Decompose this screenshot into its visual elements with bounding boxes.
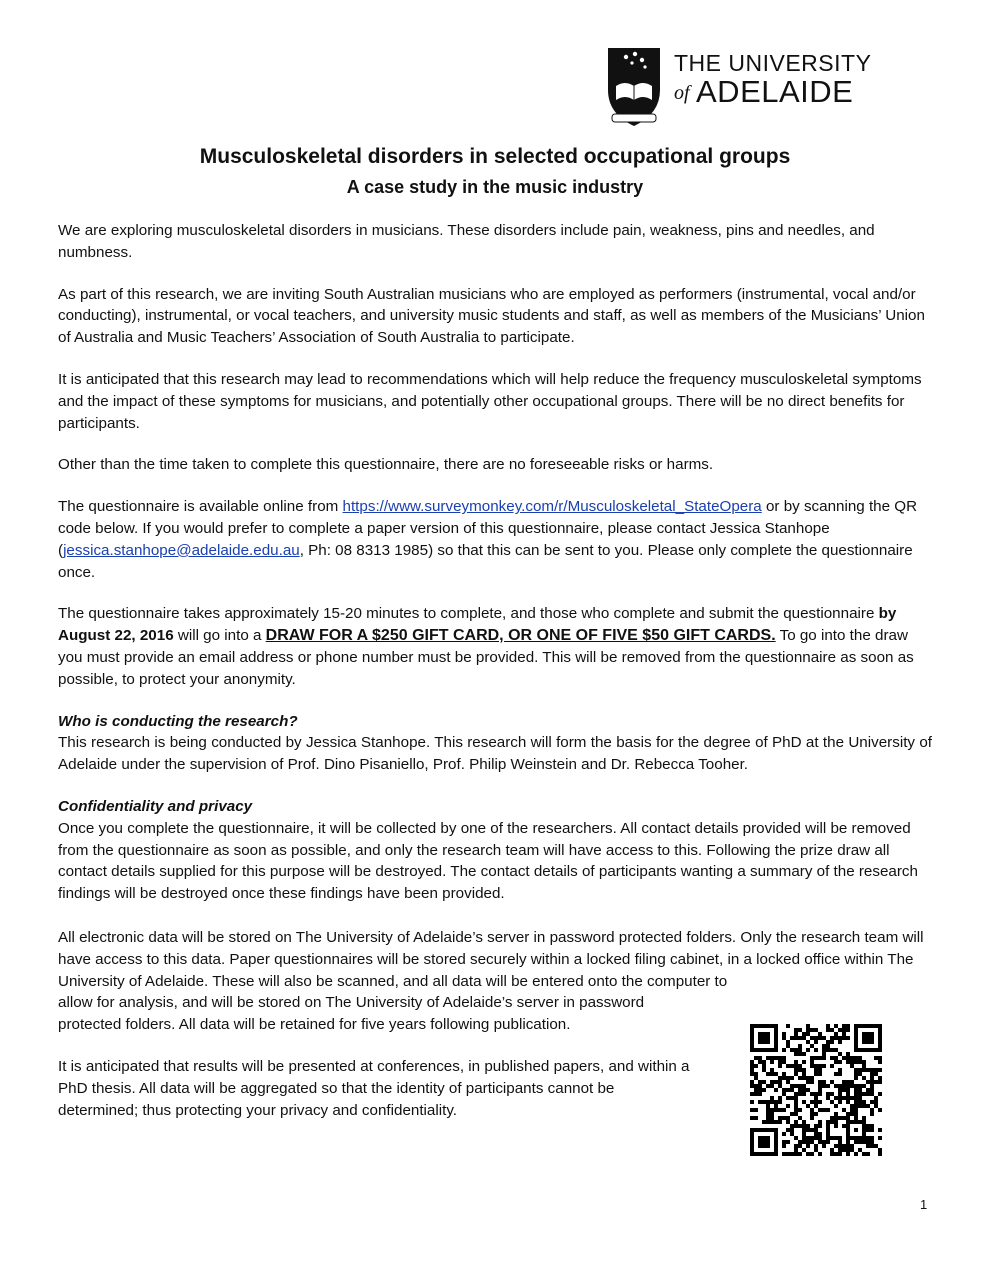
- data-storage-text-1: All electronic data will be stored on The University of Adelaide’s server in password protected folders. Only the research team will have access to this data. Paper questionnaires will be stored securely within a locked filing cabinet, in a locked office within The University of Adelaide. These will also be scanned, and all data will be entered onto the computer to: [58, 928, 924, 990]
- university-logo: [604, 46, 872, 132]
- qr-code[interactable]: [750, 1024, 882, 1156]
- logo-line-2: ADELAIDE: [696, 74, 854, 109]
- data-storage-paragraph: [58, 927, 932, 1036]
- document-body: [58, 220, 932, 1141]
- logo-line-1: THE UNIVERSITY: [674, 50, 872, 76]
- results-paragraph: It is anticipated that results will be presented at conferences, in published papers, and within a PhD thesis. All data will be aggregated so that the identity of participants cannot be determined; thus protecting your privacy and confidentiality.: [58, 1057, 690, 1119]
- who-heading: Who is conducting the research?: [58, 712, 298, 730]
- email-link[interactable]: jessica.stanhope@adelaide.edu.au: [63, 541, 300, 559]
- university-crest-icon: [604, 46, 664, 130]
- draw-text-2: will go into a: [173, 627, 266, 645]
- who-paragraph: This research is being conducted by Jessica Stanhope. This research will form the basis for the degree of PhD at the University of Adelaide under the supervision of Prof. Dino Pisaniello, Prof. Philip Weinstein and Dr. Rebecca Tooher.: [58, 734, 932, 774]
- document-title: Musculoskeletal disorders in selected occupational groups: [199, 145, 791, 168]
- draw-text-1: The questionnaire takes approximately 15-20 minutes to complete, and those who complete and submit the questionnaire: [58, 605, 879, 623]
- survey-link[interactable]: https://www.surveymonkey.com/r/Musculoskeletal_StateOpera: [342, 498, 762, 516]
- draw-paragraph: [58, 603, 932, 690]
- page-number: 1: [920, 1197, 928, 1212]
- benefits-paragraph: It is anticipated that this research may lead to recommendations which will help reduce the frequency musculoskeletal symptoms and the impact of these symptoms for musicians, and potentially other occupational groups. There will be no direct benefits for participants.: [58, 370, 922, 432]
- availability-text-1: The questionnaire is available online from: [58, 498, 343, 516]
- document-subtitle: A case study in the music industry: [346, 177, 644, 197]
- availability-text-2: or by scanning the QR code below. If you would prefer to complete a paper version of this questionnaire, please contact Jessica Stanhope (: [58, 498, 918, 559]
- risks-paragraph: Other than the time taken to complete this questionnaire, there are no foreseeable risks or harms.: [58, 456, 714, 474]
- availability-text-3: , Ph: 08 8313 1985) so that this can be sent to you. Please only complete the questionnaire once.: [58, 541, 913, 581]
- draw-text-3: To go into the draw you must provide an email address or phone number must be provided. This will be removed from the questionnaire as soon as possible, to protect your anonymity.: [58, 627, 914, 688]
- deadline-date: by August 22, 2016: [58, 605, 897, 645]
- confidentiality-paragraph: Once you complete the questionnaire, it will be collected by one of the researchers. All contact details provided will be removed from the questionnaire as soon as possible, and only the research team will have access to this. Following the prize draw all contact details supplied for this purpose will be destroyed. The contact details of participants wanting a summary of the research findings will be destroyed once these findings have been provided.: [58, 819, 918, 903]
- participants-paragraph: As part of this research, we are inviting South Australian musicians who are employed as performers (instrumental, vocal and/or conducting), instrumental, or vocal teachers, and university music students and staff, as well as members of the Musicians’ Union of Australia and Music Teachers’ Association of South Australia to participate.: [58, 285, 925, 347]
- confidentiality-heading: Confidentiality and privacy: [58, 797, 253, 815]
- data-storage-text-2: allow for analysis, and will be stored on The University of Adelaide’s server in password protected folders. All data will be retained for five years following publication.: [58, 994, 645, 1034]
- logo-of: of: [674, 82, 690, 104]
- availability-paragraph: [58, 496, 932, 583]
- intro-paragraph: We are exploring musculoskeletal disorders in musicians. These disorders include pain, weakness, pins and needles, and numbness.: [58, 222, 875, 261]
- draw-announcement: DRAW FOR A $250 GIFT CARD, OR ONE OF FIVE $50 GIFT CARDS.: [265, 627, 776, 645]
